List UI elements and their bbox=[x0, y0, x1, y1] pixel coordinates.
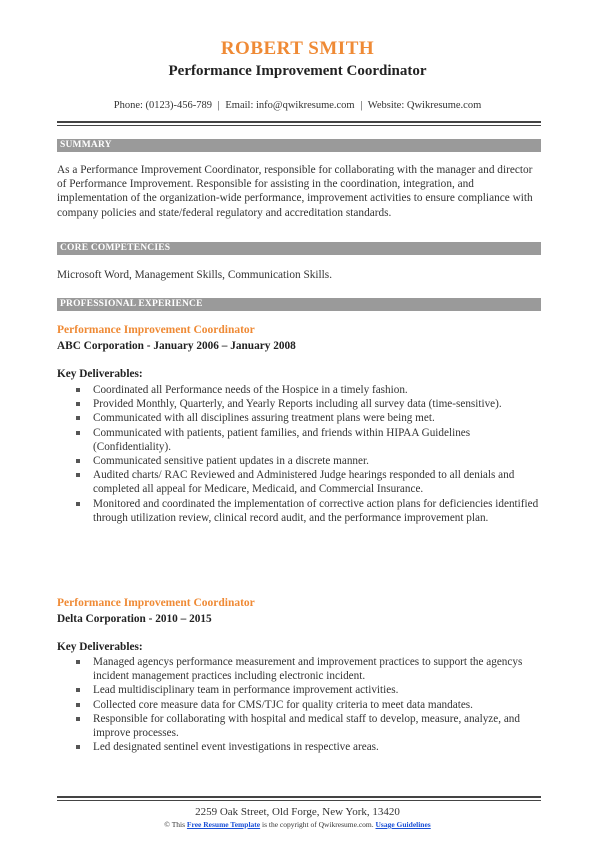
usage-guidelines-link[interactable]: Usage Guidelines bbox=[375, 820, 431, 829]
list-item bbox=[57, 683, 541, 697]
bullet-text: Led designated sentinel event investigations in respective areas. bbox=[93, 741, 379, 754]
header-divider-thick bbox=[57, 121, 541, 123]
bullet-text: Coordinated all Performance needs of the Hospice in a timely fashion. bbox=[93, 384, 408, 396]
list-item bbox=[57, 426, 541, 454]
list-item bbox=[57, 468, 541, 496]
footer-copyright bbox=[0, 820, 595, 829]
contact-line bbox=[0, 100, 595, 111]
bullet-text: Communicated sensitive patient updates in a discrete manner. bbox=[93, 455, 369, 468]
bullet-icon bbox=[76, 660, 80, 664]
list-item bbox=[57, 497, 541, 525]
list-item bbox=[57, 698, 541, 712]
summary-heading: SUMMARY bbox=[57, 139, 541, 152]
bullet-icon bbox=[76, 416, 80, 420]
email-text: Email: info@qwikresume.com bbox=[225, 100, 355, 111]
separator: | bbox=[360, 100, 363, 111]
bullet-text: Communicated with patients, patient families, and friends within HIPAA Guidelines (Confidentiality). bbox=[93, 426, 471, 453]
bullet-text: Lead multidisciplinary team in performance improvement activities. bbox=[93, 684, 399, 697]
job-company: ABC Corporation - January 2006 – January 2008 bbox=[57, 340, 296, 352]
bullet-text: Provided Monthly, Quarterly, and Yearly Reports including all survey data (time-sensitive). bbox=[93, 398, 502, 411]
list-item bbox=[57, 383, 541, 397]
footer-divider-thick bbox=[57, 796, 541, 798]
bullet-icon bbox=[76, 703, 80, 707]
competencies-text: Microsoft Word, Management Skills, Communication Skills. bbox=[57, 269, 333, 281]
bullet-text: Managed agencys performance measurement and improvement practices to support the agencys incident management practices including electronic incident. bbox=[93, 656, 523, 683]
bullet-text: Audited charts/ RAC Reviewed and Administered Judge hearings responded to all denials and completed all appeal for Medicare, Medicaid, and Commercial Insurance. bbox=[93, 469, 515, 496]
candidate-name: ROBERT SMITH bbox=[220, 38, 375, 59]
bullet-icon bbox=[76, 459, 80, 463]
footer-divider-thin bbox=[57, 800, 541, 801]
list-item bbox=[57, 411, 541, 425]
bullet-text: Communicated with all disciplines assuring treatment plans were being met. bbox=[93, 412, 435, 425]
bullet-text: Collected core measure data for CMS/TJC for quality criteria to meet data mandates. bbox=[93, 698, 473, 711]
list-item bbox=[57, 397, 541, 411]
bullet-icon bbox=[76, 473, 80, 477]
key-deliverables-label: Key Deliverables: bbox=[57, 641, 143, 653]
job-role: Performance Improvement Coordinator bbox=[57, 324, 255, 336]
summary-text: As a Performance Improvement Coordinator, responsible for collaborating with the manager and director of Performance Improvement. Responsible for assisting in the coordination, integration, and implementation of the organization-wide performance, improvement activities to ensure compliance with company policies and state/federal regulatory and accreditation standards. bbox=[57, 164, 533, 219]
bullet-icon bbox=[76, 688, 80, 692]
bullet-icon bbox=[76, 402, 80, 406]
website-text: Website: Qwikresume.com bbox=[367, 100, 482, 111]
list-item bbox=[57, 740, 541, 754]
bullet-icon bbox=[76, 431, 80, 435]
bullet-icon bbox=[76, 745, 80, 749]
candidate-title: Performance Improvement Coordinator bbox=[168, 63, 427, 79]
job-company: Delta Corporation - 2010 – 2015 bbox=[57, 613, 212, 625]
job-role: Performance Improvement Coordinator bbox=[57, 597, 255, 609]
deliverables-list bbox=[57, 383, 541, 525]
key-deliverables-label: Key Deliverables: bbox=[57, 368, 143, 380]
list-item bbox=[57, 454, 541, 468]
bullet-icon bbox=[76, 717, 80, 721]
experience-heading: PROFESSIONAL EXPERIENCE bbox=[57, 298, 541, 311]
header-divider-thin bbox=[57, 125, 541, 126]
list-item bbox=[57, 712, 541, 740]
separator: | bbox=[217, 100, 220, 111]
copyright-prefix: © This bbox=[164, 820, 186, 829]
copyright-middle: is the copyright of Qwikresume.com. bbox=[261, 820, 374, 829]
free-resume-template-link[interactable]: Free Resume Template bbox=[186, 820, 261, 829]
competencies-heading: CORE COMPETENCIES bbox=[57, 242, 541, 255]
phone-text: Phone: (0123)-456-789 bbox=[113, 100, 213, 111]
deliverables-list bbox=[57, 655, 541, 754]
bullet-icon bbox=[76, 388, 80, 392]
bullet-icon bbox=[76, 502, 80, 506]
bullet-text: Monitored and coordinated the implementation of corrective action plans for deficiencies identified through utilization review, clinical record audit, and the performance improvement plan. bbox=[93, 497, 539, 524]
bullet-text: Responsible for collaborating with hospital and medical staff to develop, measure, analyze, and improve processes. bbox=[93, 712, 520, 740]
footer-address: 2259 Oak Street, Old Forge, New York, 13420 bbox=[195, 806, 400, 818]
list-item bbox=[57, 655, 541, 683]
